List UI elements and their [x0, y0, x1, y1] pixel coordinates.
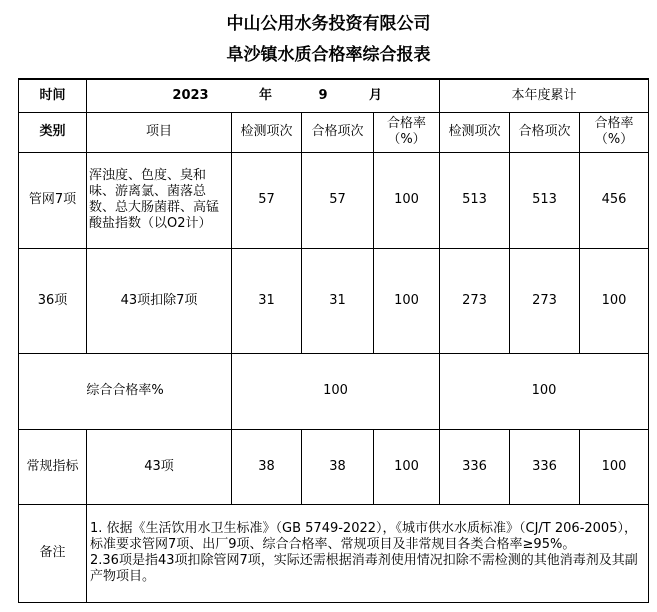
row-ytd-tested: 513: [440, 152, 510, 248]
report-title: 阜沙镇水质合格率综合报表: [226, 45, 431, 65]
report-year: 2023: [172, 87, 209, 103]
row-item: 43项: [87, 429, 232, 504]
row-month-rate: 100: [374, 248, 440, 353]
overall-label: 综合合格率%: [19, 353, 232, 429]
company-title: 中山公用水务投资有限公司: [226, 14, 431, 34]
row-month-tested: 38: [232, 429, 302, 504]
water-quality-table: [18, 78, 649, 603]
overall-rate-row: [19, 353, 649, 429]
ytd-passed-header: 合格项次: [510, 112, 580, 152]
report-period: [87, 79, 440, 112]
month-unit: 月: [368, 87, 382, 103]
month-passed-header: 合格项次: [302, 112, 374, 152]
row-month-passed: 38: [302, 429, 374, 504]
row-item: 浑浊度、色度、臭和味、游离氯、菌落总数、总大肠菌群、高锰酸盐指数（以O2计）: [87, 152, 232, 248]
row-ytd-tested: 273: [440, 248, 510, 353]
row-month-passed: 31: [302, 248, 374, 353]
row-item: 43项扣除7项: [87, 248, 232, 353]
row-ytd-rate: 100: [580, 429, 649, 504]
row-ytd-passed: 336: [510, 429, 580, 504]
item-header: 项目: [87, 112, 232, 152]
row-ytd-tested: 336: [440, 429, 510, 504]
note-line-1: 1. 依据《生活饮用水卫生标准》（GB 5749-2022），《城市供水水质标准》（CJ/T 206-2005），标准要求管网7项、出厂9项、综合合格率、常规项目及非常规目各类合格率≥95%。: [90, 521, 637, 552]
notes-content: [87, 504, 649, 602]
category-header: 类别: [19, 112, 87, 152]
row-ytd-rate: 456: [580, 152, 649, 248]
report-month: 9: [318, 87, 328, 103]
note-line-2: 2.36项是指43项扣除管网7项，实际还需根据消毒剂使用情况扣除不需检测的其他消毒剂及其副产物项目。: [90, 553, 638, 584]
month-tested-header: 检测项次: [232, 112, 302, 152]
row-month-rate: 100: [374, 429, 440, 504]
month-rate-header: 合格率（%）: [374, 112, 440, 152]
overall-month-value: 100: [232, 353, 440, 429]
row-ytd-rate: 100: [580, 248, 649, 353]
row-category: 管网7项: [19, 152, 87, 248]
row-ytd-passed: 513: [510, 152, 580, 248]
ytd-tested-header: 检测项次: [440, 112, 510, 152]
row-ytd-passed: 273: [510, 248, 580, 353]
table-row: [19, 152, 649, 248]
overall-ytd-value: 100: [440, 353, 649, 429]
table-row: [19, 248, 649, 353]
notes-row: [19, 504, 649, 602]
time-label: 时间: [19, 79, 87, 112]
row-month-passed: 57: [302, 152, 374, 248]
year-unit: 年: [258, 87, 272, 103]
row-category: 常规指标: [19, 429, 87, 504]
notes-label: 备注: [19, 504, 87, 602]
table-row: [19, 429, 649, 504]
row-month-rate: 100: [374, 152, 440, 248]
ytd-label: 本年度累计: [440, 79, 649, 112]
ytd-rate-header: 合格率（%）: [580, 112, 649, 152]
row-month-tested: 57: [232, 152, 302, 248]
row-category: 36项: [19, 248, 87, 353]
row-month-tested: 31: [232, 248, 302, 353]
